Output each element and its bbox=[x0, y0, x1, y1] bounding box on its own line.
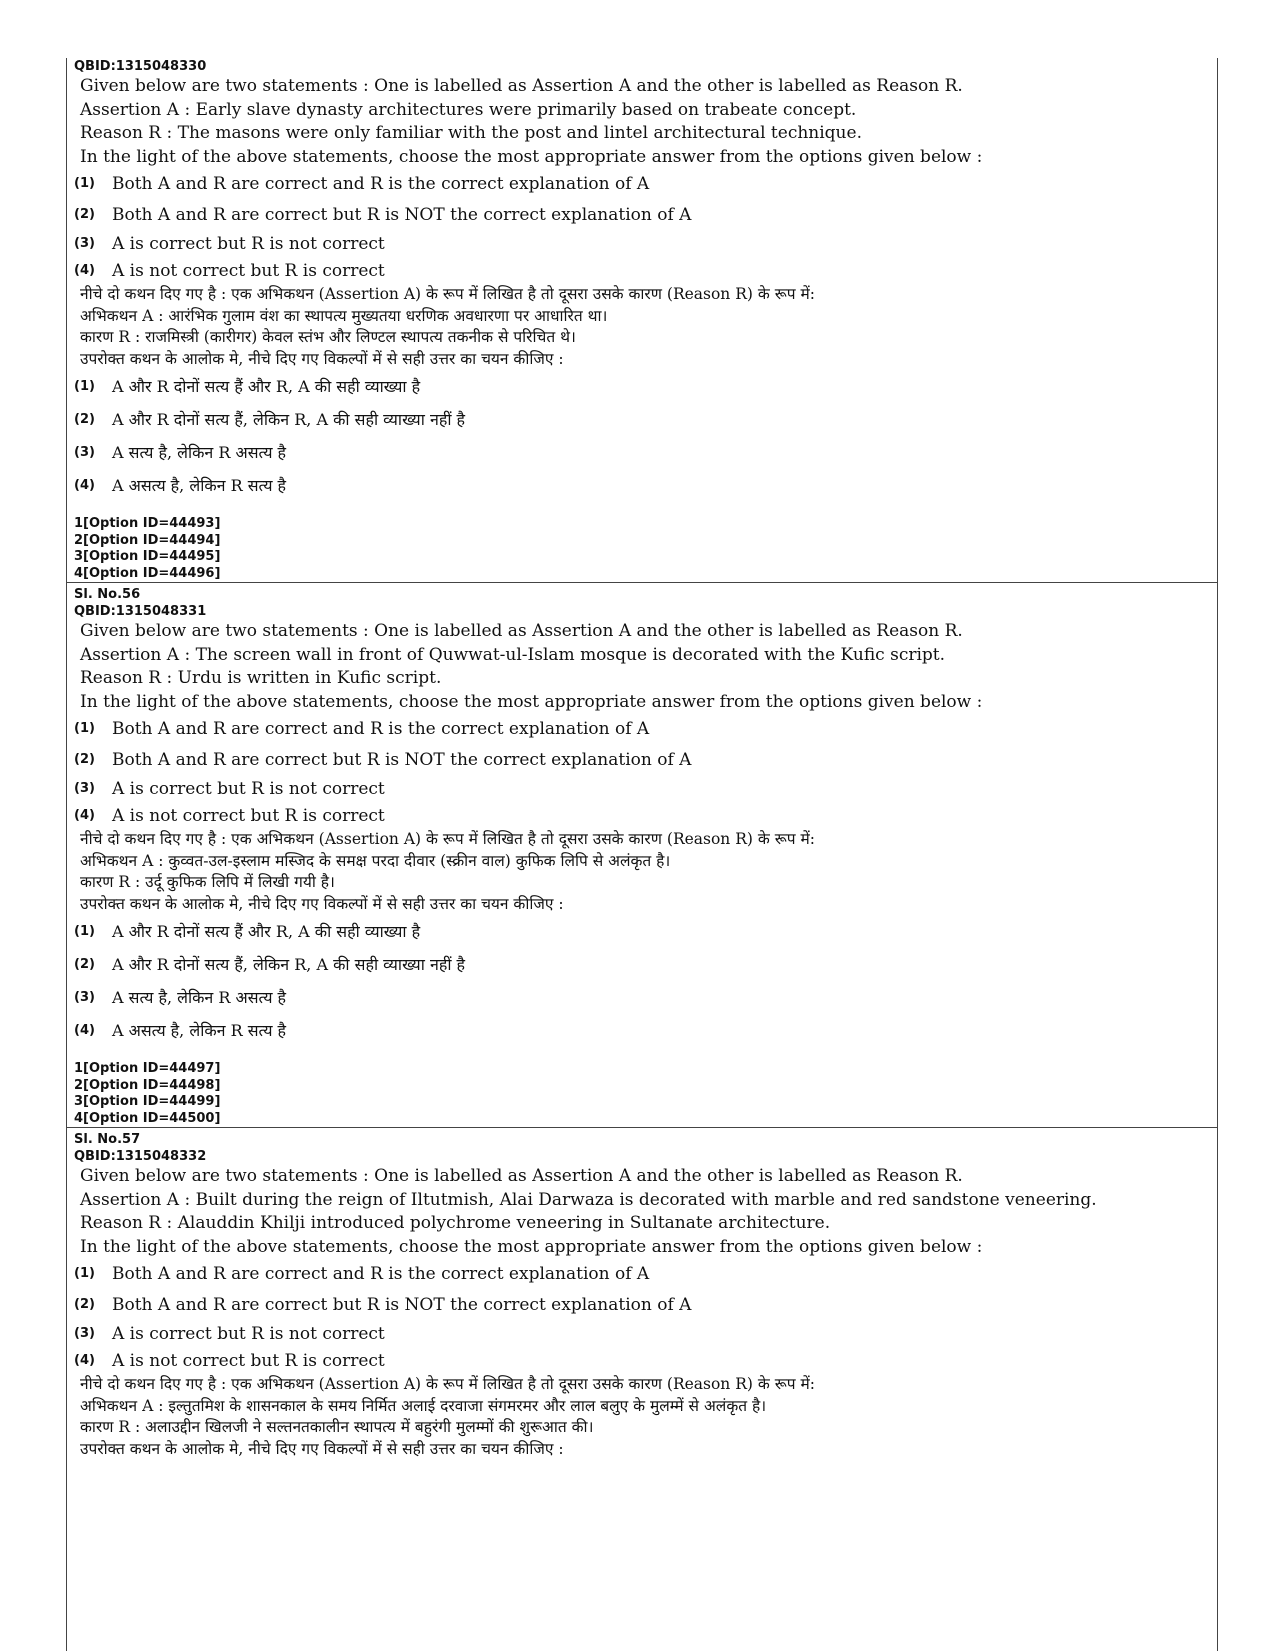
en-option: (3) A is correct but R is not correct bbox=[74, 778, 385, 799]
en-instruction: In the light of the above statements, choose the most appropriate answer from the options given below : bbox=[80, 691, 983, 712]
en-assertion: Assertion A : Early slave dynasty architectures were primarily based on trabeate concept. bbox=[80, 99, 857, 120]
qbid: QBID:1315048330 bbox=[74, 59, 207, 74]
hi-option: (1) A और R दोनों सत्य हैं और R, A की सही व्याख्या है bbox=[74, 921, 421, 941]
serial-number: Sl. No.56 bbox=[74, 587, 141, 602]
hi-reason: कारण R : राजमिस्त्री (कारीगर) केवल स्तंभ और लिण्टल स्थापत्य तकनीक से परिचित थे। bbox=[80, 328, 576, 346]
hi-assertion: अभिकथन A : कुव्वत-उल-इस्लाम मस्जिद के समक्ष परदा दीवार (स्क्रीन वाल) कुफिक लिपि से अलंकृत है। bbox=[80, 851, 671, 870]
en-reason: Reason R : Alauddin Khilji introduced polychrome veneering in Sultanate architecture. bbox=[80, 1213, 831, 1233]
hi-option: (4) A असत्य है, लेकिन R सत्य है bbox=[74, 475, 287, 495]
hi-option: (3) A सत्य है, लेकिन R असत्य है bbox=[74, 442, 287, 462]
en-instruction: In the light of the above statements, choose the most appropriate answer from the options given below : bbox=[80, 1236, 983, 1257]
en-reason: Reason R : Urdu is written in Kufic script. bbox=[80, 668, 442, 688]
serial-number: Sl. No.57 bbox=[74, 1132, 141, 1147]
en-option: (2) Both A and R are correct but R is NOT the correct explanation of A bbox=[74, 1294, 692, 1315]
hi-instruction: उपरोक्त कथन के आलोक मे, नीचे दिए गए विकल्पों में से सही उत्तर का चयन कीजिए : bbox=[80, 894, 564, 913]
hi-option: (1) A और R दोनों सत्य हैं और R, A की सही व्याख्या है bbox=[74, 376, 421, 396]
qbid: QBID:1315048331 bbox=[74, 604, 207, 619]
en-option: (4) A is not correct but R is correct bbox=[74, 805, 385, 826]
en-option: (4) A is not correct but R is correct bbox=[74, 260, 385, 281]
question-paper-page bbox=[66, 58, 1218, 1651]
en-option: (1) Both A and R are correct and R is the correct explanation of A bbox=[74, 1264, 650, 1285]
en-option: (1) Both A and R are correct and R is the correct explanation of A bbox=[74, 174, 650, 195]
en-option: (3) A is correct but R is not correct bbox=[74, 1323, 385, 1344]
option-id: 2[Option ID=44494] bbox=[74, 532, 221, 548]
question-block bbox=[67, 582, 1217, 1127]
en-instruction: In the light of the above statements, choose the most appropriate answer from the options given below : bbox=[80, 146, 983, 167]
en-option: (3) A is correct but R is not correct bbox=[74, 233, 385, 254]
hi-option: (4) A असत्य है, लेकिन R सत्य है bbox=[74, 1020, 287, 1040]
question-block bbox=[67, 58, 1217, 582]
en-assertion: Assertion A : Built during the reign of Iltutmish, Alai Darwaza is decorated with marble and red sandstone veneering. bbox=[80, 1189, 1097, 1210]
hi-reason: कारण R : उर्दू कुफिक लिपि में लिखी गयी है। bbox=[80, 873, 335, 891]
hi-option: (2) A और R दोनों सत्य हैं, लेकिन R, A की सही व्याख्या नहीं है bbox=[74, 409, 466, 429]
option-id: 3[Option ID=44499] bbox=[74, 1094, 221, 1109]
option-id: 4[Option ID=44500] bbox=[74, 1110, 221, 1126]
option-id: 1[Option ID=44493] bbox=[74, 516, 221, 531]
en-option: (4) A is not correct but R is correct bbox=[74, 1350, 385, 1371]
hi-intro: नीचे दो कथन दिए गए है : एक अभिकथन (Assertion A) के रूप में लिखित है तो दूसरा उसके कारण (Reason R) के रूप में: bbox=[80, 830, 815, 848]
hi-assertion: अभिकथन A : इल्तुतमिश के शासनकाल के समय निर्मित अलाई दरवाजा संगमरमर और लाल बलुए के मुलम्में से अलंकृत है। bbox=[80, 1396, 767, 1415]
question-block bbox=[67, 1127, 1217, 1460]
hi-option: (3) A सत्य है, लेकिन R असत्य है bbox=[74, 987, 287, 1007]
en-option: (2) Both A and R are correct but R is NOT the correct explanation of A bbox=[74, 749, 692, 770]
option-id: 1[Option ID=44497] bbox=[74, 1061, 221, 1076]
en-intro: Given below are two statements : One is labelled as Assertion A and the other is labelled as Reason R. bbox=[80, 621, 963, 641]
hi-assertion: अभिकथन A : आरंभिक गुलाम वंश का स्थापत्य मुख्यतया धरणिक अवधारणा पर आधारित था। bbox=[80, 306, 608, 325]
qbid: QBID:1315048332 bbox=[74, 1149, 207, 1164]
option-id: 3[Option ID=44495] bbox=[74, 549, 221, 564]
hi-intro: नीचे दो कथन दिए गए है : एक अभिकथन (Assertion A) के रूप में लिखित है तो दूसरा उसके कारण (Reason R) के रूप में: bbox=[80, 1375, 815, 1393]
en-option: (1) Both A and R are correct and R is the correct explanation of A bbox=[74, 719, 650, 740]
hi-instruction: उपरोक्त कथन के आलोक मे, नीचे दिए गए विकल्पों में से सही उत्तर का चयन कीजिए : bbox=[80, 1439, 564, 1458]
hi-reason: कारण R : अलाउद्दीन खिलजी ने सल्तनतकालीन स्थापत्य में बहुरंगी मुलम्मों की शुरूआत की। bbox=[80, 1418, 594, 1436]
en-reason: Reason R : The masons were only familiar with the post and lintel architectural technique. bbox=[80, 123, 862, 143]
en-assertion: Assertion A : The screen wall in front of Quwwat-ul-Islam mosque is decorated with the Kufic script. bbox=[80, 644, 946, 665]
hi-instruction: उपरोक्त कथन के आलोक मे, नीचे दिए गए विकल्पों में से सही उत्तर का चयन कीजिए : bbox=[80, 349, 564, 368]
option-id: 4[Option ID=44496] bbox=[74, 565, 221, 581]
en-intro: Given below are two statements : One is labelled as Assertion A and the other is labelled as Reason R. bbox=[80, 76, 963, 96]
hi-option: (2) A और R दोनों सत्य हैं, लेकिन R, A की सही व्याख्या नहीं है bbox=[74, 954, 466, 974]
option-id: 2[Option ID=44498] bbox=[74, 1077, 221, 1093]
hi-intro: नीचे दो कथन दिए गए है : एक अभिकथन (Assertion A) के रूप में लिखित है तो दूसरा उसके कारण (Reason R) के रूप में: bbox=[80, 285, 815, 303]
en-option: (2) Both A and R are correct but R is NOT the correct explanation of A bbox=[74, 204, 692, 225]
en-intro: Given below are two statements : One is labelled as Assertion A and the other is labelled as Reason R. bbox=[80, 1166, 963, 1186]
